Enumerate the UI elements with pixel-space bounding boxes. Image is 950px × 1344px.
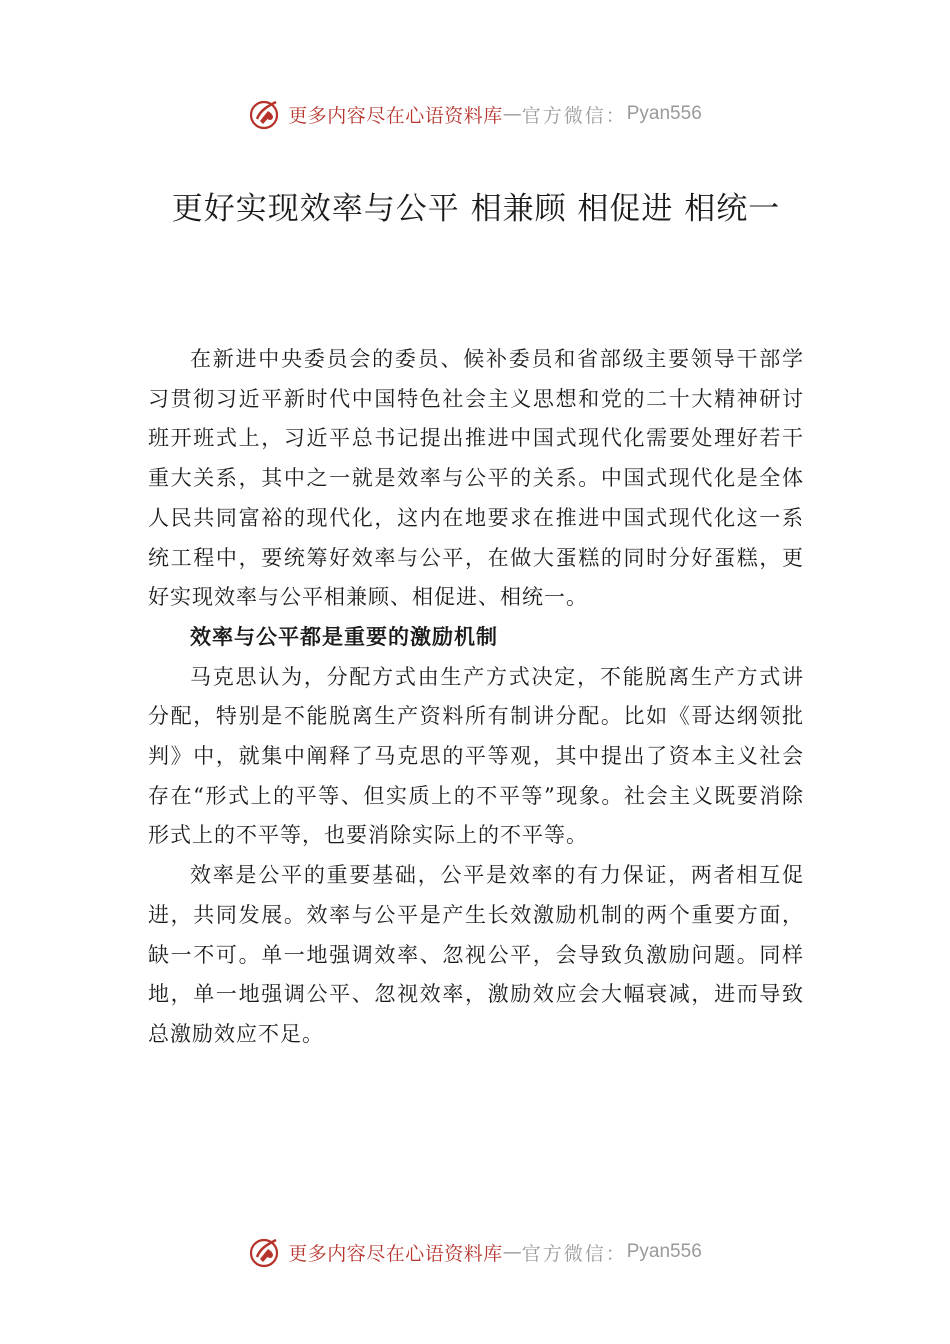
section-paragraph-2: 效率是公平的重要基础，公平是效率的有力保证，两者相互促进，共同发展。效率与公平是产生长效激励机制的两个重要方面，缺一不可。单一地强调效率、忽视公平，会导致负激励问题。同样地，单一地强调公平、忽视效率，激励效应会大幅衰减，进而导致总激励效应不足。 — [148, 863, 804, 1046]
header-wechat-label: 官方微信： — [521, 104, 627, 127]
footer-wechat-label: 官方微信： — [521, 1242, 627, 1265]
writing-hand-logo-icon — [248, 1235, 282, 1269]
page-title: 更好实现效率与公平 相兼顾 相促进 相统一 — [171, 191, 781, 227]
header-banner — [0, 94, 950, 134]
footer-wechat-id: Pyan556 — [626, 1241, 702, 1262]
header-separator: — — [502, 103, 522, 125]
footer-separator: — — [502, 1241, 522, 1263]
section-heading: 效率与公平都是重要的激励机制 — [190, 624, 498, 649]
footer-banner — [0, 1232, 950, 1272]
article-body — [148, 340, 804, 1055]
intro-paragraph: 在新进中央委员会的委员、候补委员和省部级主要领导干部学习贯彻习近平新时代中国特色社会主义思想和党的二十大精神研讨班开班式上，习近平总书记提出推进中国式现代化需要处理好若干重大关系，其中之一就是效率与公平的关系。中国式现代化是全体人民共同富裕的现代化，这内在地要求在推进中国式现代化这一系统工程中，要统筹好效率与公平，在做大蛋糕的同时分好蛋糕，更好实现效率与公平相兼顾、相促进、相统一。 — [148, 347, 804, 610]
header-brand-text: 更多内容尽在心语资料库 — [288, 104, 503, 127]
header-wechat-id: Pyan556 — [626, 103, 702, 124]
footer-brand-text: 更多内容尽在心语资料库 — [288, 1242, 503, 1265]
writing-hand-logo-icon — [248, 97, 282, 131]
section-paragraph-1: 马克思认为，分配方式由生产方式决定，不能脱离生产方式讲分配，特别是不能脱离生产资料所有制讲分配。比如《哥达纲领批判》中，就集中阐释了马克思的平等观，其中提出了资本主义社会存在“形式上的平等、但实质上的不平等”现象。社会主义既要消除形式上的不平等，也要消除实际上的不平等。 — [148, 664, 804, 848]
